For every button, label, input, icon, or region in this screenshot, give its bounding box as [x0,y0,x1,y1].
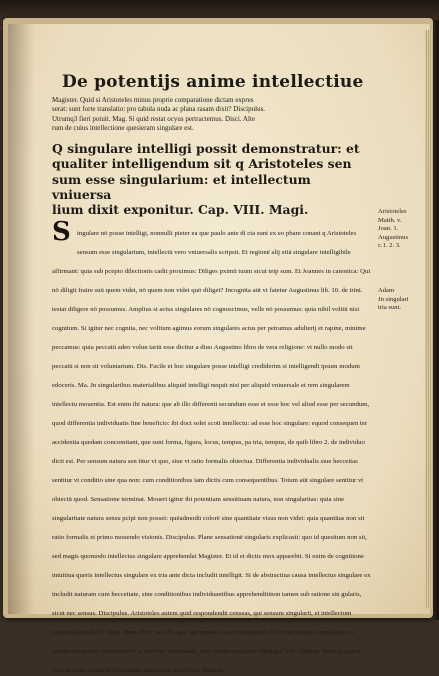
page-fore-edge [425,30,433,608]
marginal-note-references: Aristoteles Matth. v. Joan. 1. Augustinus c.1. 2. 3. [378,208,409,250]
page-content [52,72,374,676]
body-text: ingulare nō posse intelligi, nonnulli pieter ea que paulo ante di cta sunt ex eo pbare conant q Aristoteles sensum esse singularium, intellectū vero vniuersalis scripsit. Et regionē alij etiā singulare intelligibile affirmant: quia sub pcepto dilectionis cadit proximus: Diliges pximū tuum sicut teip sum. Et Joannes in canonica: Qui nō diligit fratre suū quem videt, nō quem non videt quō diliget? Jncognita aūt vt fatetur Augustinus lib. 10. de trini. testat diligere nō possumus. Amplius si actus singulares nō cognoscimus, velle nō possumus: quia nihil volitū nisi cognitum. Si igitur nec cognita, nec volitum agimus eorum singulares actus per petramus adulterij et rapine, minime peccamus: quia peccatū adeo volun tariū esse dicitur a diuo Augustino libro de vera religione: vt nullo modo sit peccatū si non sit voluntarium. Dis. Facile et hoc singulare posse intelligi crediderim si intelligendi ipsum modum edoceris. Ma. Jn singularibus materialibus aliquid intelligi nequit nisi per aliquid vniuersale et rem singularem intellectu mouentia. Est enim ibi natura: que ab illo differenti secundum esse et esse hoc vel aliud esse per secundum, quod differentia individuatis fine beneficio: ibi doct solet scoti intellectu: ad esse hoc singulare: equod consequen ter accidentia quedam concomitant, que sunt forma, figura, locus, tempus, pa tria, tempus, de quib libro 2. de individuo dicti est. Per sensum natura sen titur vt quo, siue vt ratio formalis obiectua. Differentia individualis siue hecceitas sentitur vt conditio sine qua non: cum conditionibus iam dictis cum consequentibus. Totum aūt singulare sentitur vt obiectū quod. Sensatione terminat. Moueri igitur ibi potentiam sensitiuam natura, non singularitas: quia sine singularitate natura sensu pcipi non posset: quēadmodū colorē sine quantitate visus non videt: quia quantitas non sit ratio formalis et primo mouendo visionis. Discipulus. Plane sensationē singularis explicasti: quo id quesitum non sit, sed magis quomodo intellectus singulare apprehendat Magister. Et id et dictis mox apparebit. Si enim de cognitione intuitiua queris intellectus singulare ex tria ante dicta includit intelligit. Si de abstractiua causa intellectus singulare ex includit naturam cum hecceitate, sine conditionibus individuantibus apprehenditinon tamen sub ratione sin gularis, sicut nec sensus. Discipulus. Aristoteles autem quid respondendū censeas, qui sensum singularii, et intellectum vniuersalium dixit? Magi. Bene dixit: nec illo que iam posset ta sunt contrariant. Est enim sensus singularium et intellectus autem vniuersaliū et si non hec vniuersaliū, cum etiam singularia intelligat. Dis. Optime. Nunc si placet ceteras q que latent in hoc campo diuisiones intellectus detegas. [52,229,371,674]
page-gutter-shadow [8,24,34,614]
page-heading: De potentijs anime intellectiue [62,72,364,92]
chapter-body [52,216,374,676]
background-right [433,20,439,620]
drop-initial: S [52,216,71,247]
chapter-title: Q singulare intelligi possit demonstratur: et qualiter intelligendum sit q Aristoteles sen sum esse singularium: et intellectum vniuersa lium dixit exponitur. Cap. VIII. Magi. [52,141,360,218]
intro-paragraph: Magister. Quid si Aristoteles minus proprie comparatione dictam expres serat: sunt forte translatio: pro tabula nuda ac plana rasam dixit? Discipulus. Utrumq3 fieri potuit. Mag. Si quid restat ocyus pertractemus. Disci. Alte rum de cuius intellectione quesieram singulare est. [52,96,266,132]
marginal-note-adam: Adam Jn singulari tria sunt. [378,287,409,312]
